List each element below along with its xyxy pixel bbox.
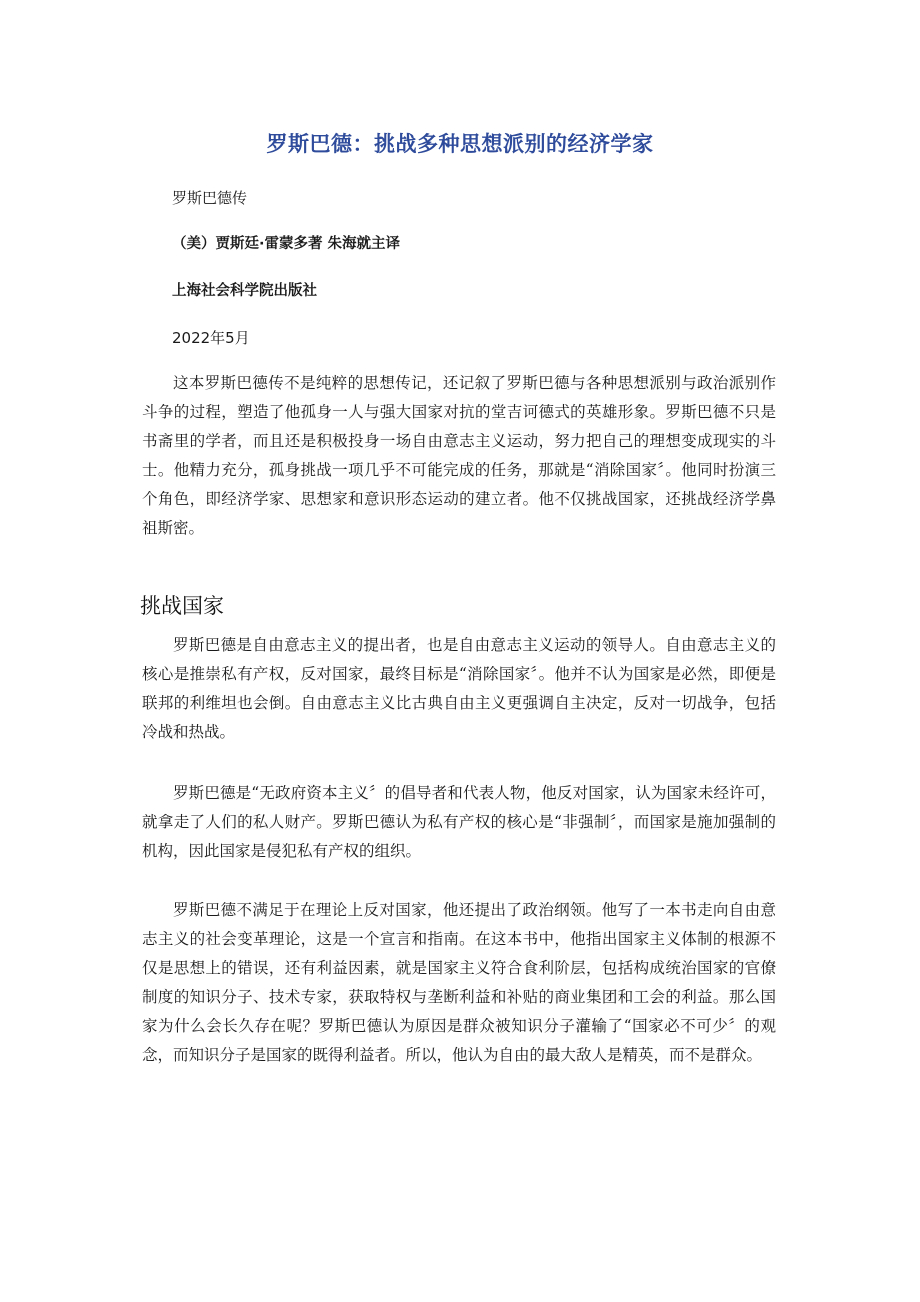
publisher-line: 上海社会科学院出版社 (172, 283, 317, 299)
intro-paragraph: 这本罗斯巴德传不是纯粹的思想传记，还记叙了罗斯巴德与各种思想派别与政治派别作斗争的过程，塑造了他孤身一人与强大国家对抗的堂吉诃德式的英雄形象。罗斯巴德不只是书斋里的学者，而且还是积极投身一场自由意志主义运动，努力把自己的理想变成现实的斗士。他精力充分，孤身挑战一项几乎不可能完成的任务，那就是“消除国家〞。他同时扮演三个角色，即经济学家、思想家和意识形态运动的建立者。他不仅挑战国家，还挑战经济学鼻祖斯密。 (142, 374, 776, 537)
section-paragraph-3: 罗斯巴德不满足于在理论上反对国家，他还提出了政治纲领。他写了一本书走向自由意志主义的社会变革理论，这是一个宣言和指南。在这本书中，他指出国家主义体制的根源不仅是思想上的错误，还有利益因素，就是国家主义符合食利阶层，包括构成统治国家的官僚制度的知识分子、技术专家，获取特权与垄断利益和补贴的商业集团和工会的利益。那么国家为什么会长久存在呢？罗斯巴德认为原因是群众被知识分子灌输了“国家必不可少〞的观念，而知识分子是国家的既得利益者。所以，他认为自由的最大敌人是精英，而不是群众。 (142, 901, 776, 1064)
authors-line: （美）贾斯廷·雷蒙多著 朱海就主译 (172, 236, 401, 252)
book-name: 罗斯巴德传 (172, 189, 248, 207)
section-paragraph-2: 罗斯巴德是“无政府资本主义〞的倡导者和代表人物，他反对国家，认为国家未经许可，就拿走了人们的私人财产。罗斯巴德认为私有产权的核心是“非强制〞，而国家是施加强制的机构，因此国家是侵犯私有产权的组织。 (142, 784, 776, 860)
document-title: 罗斯巴德：挑战多种思想派别的经济学家 (266, 132, 654, 156)
section-heading: 挑战国家 (140, 594, 224, 618)
publication-date: 2022年5月 (172, 329, 250, 347)
section-paragraph-1: 罗斯巴德是自由意志主义的提出者，也是自由意志主义运动的领导人。自由意志主义的核心是推崇私有产权，反对国家，最终目标是“消除国家〞。他并不认为国家是必然，即便是联邦的利维坦也会倒。自由意志主义比古典自由主义更强调自主决定，反对一切战争，包括冷战和热战。 (142, 636, 776, 741)
